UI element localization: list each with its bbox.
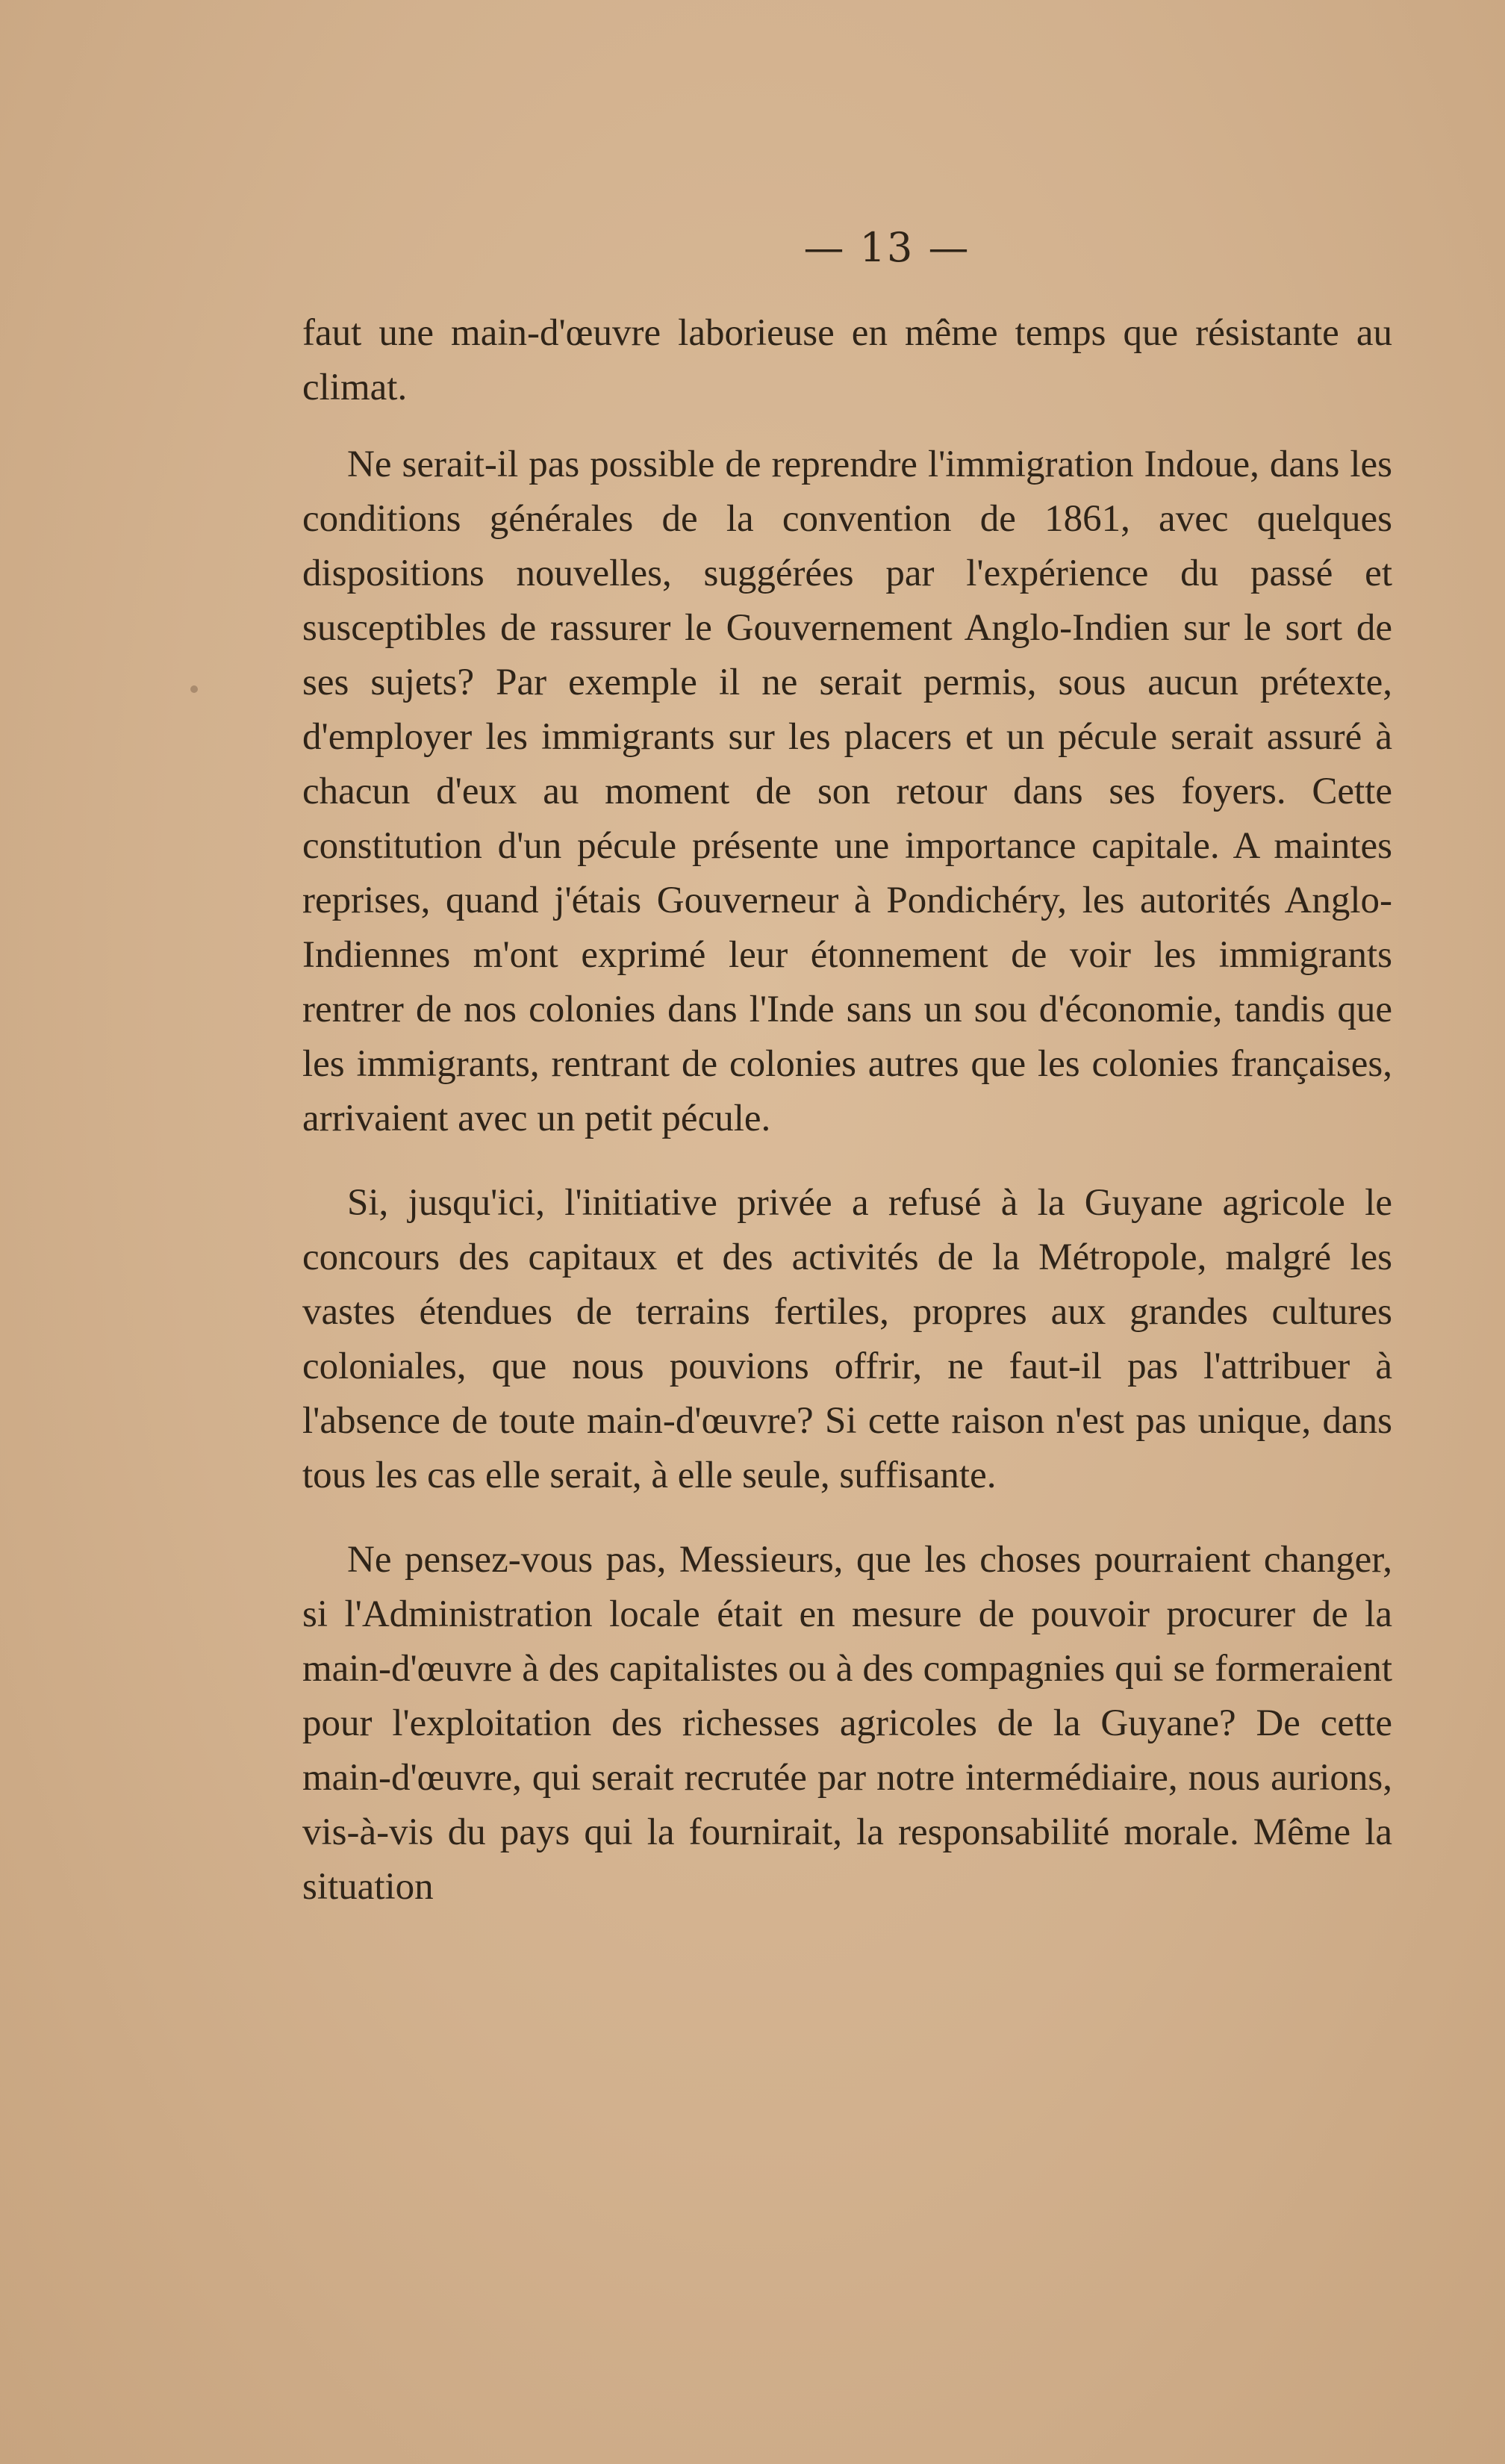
paper-speck (190, 685, 198, 693)
paragraph-initiative: Si, jusqu'ici, l'initiative privée a refusé à la Guyane agricole le concours des capitaux et des activités de la Métropole, malgré les vastes étendues de terrains fertiles, propres aux grandes cultures coloniales, que nous pouvions offrir, ne faut-il pas l'attribuer à l'absence de toute main-d'œuvre? Si cette raison n'est pas unique, dans tous les cas elle serait, à elle seule, suffisante. (302, 1182, 1392, 1496)
body-text (302, 306, 1392, 1914)
paragraph-continuation: faut une main-d'œuvre laborieuse en même temps que résistante au climat. (302, 312, 1392, 408)
paragraph-administration: Ne pensez-vous pas, Messieurs, que les choses pourraient changer, si l'Administration locale était en mesure de pouvoir procurer de la main-d'œuvre à des capitalistes ou à des compagnies qui se formeraient pour l'exploitation des richesses agricoles de la Guyane? De cette main-d'œuvre, qui serait recrutée par notre intermédiaire, nous aurions, vis-à-vis du pays qui la fournirait, la responsabilité morale. Même la situation (302, 1539, 1392, 1908)
paragraph-immigration: Ne serait-il pas possible de reprendre l'immigration Indoue, dans les conditions générales de la convention de 1861, avec quelques dispositions nouvelles, suggérées par l'expérience du passé et susceptibles de rassurer le Gouvernement Anglo-Indien sur le sort de ses sujets? Par exemple il ne serait permis, sous aucun prétexte, d'employer les immigrants sur les placers et un pécule serait assuré à chacun d'eux au moment de son retour dans ses foyers. Cette constitution d'un pécule présente une importance capitale. A maintes reprises, quand j'étais Gouverneur à Pondichéry, les autorités Anglo-Indiennes m'ont exprimé leur étonnement de voir les immigrants rentrer de nos colonies dans l'Inde sans un sou d'économie, tandis que les immigrants, rentrant de colonies autres que les colonies françaises, arrivaient avec un petit pécule. (302, 444, 1392, 1139)
page-number: — 13 — (803, 224, 970, 271)
